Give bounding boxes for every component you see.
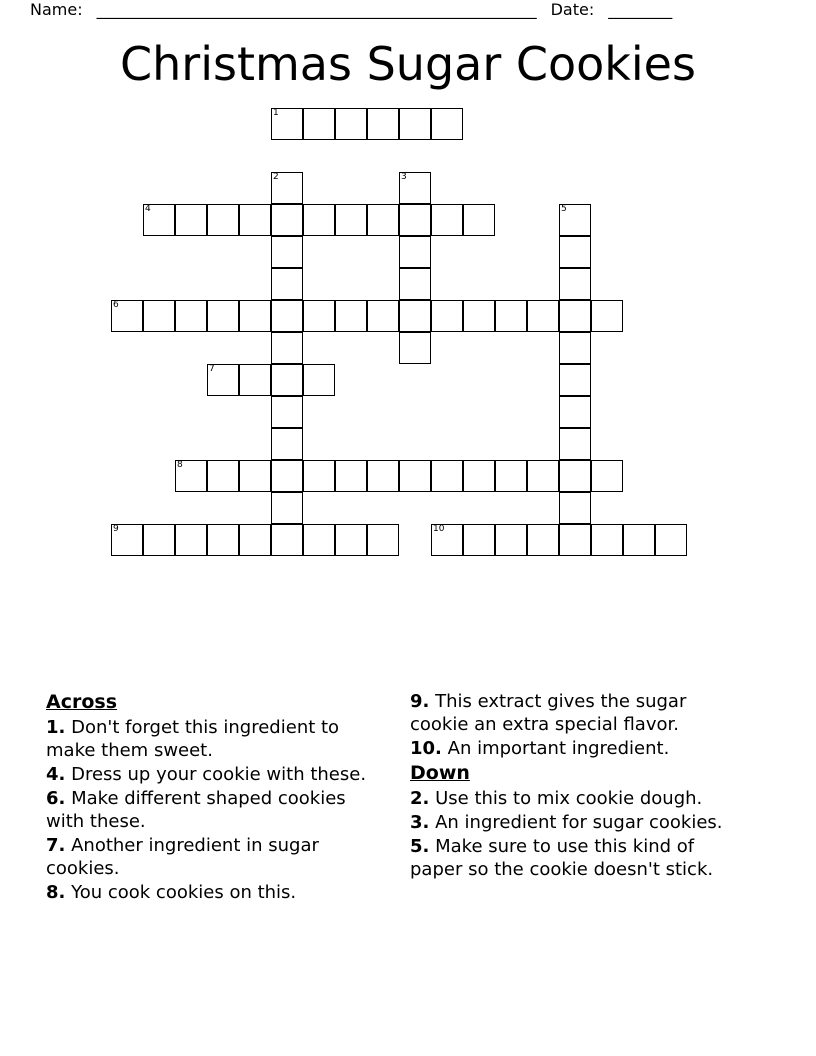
clue-number: 3. — [410, 812, 430, 833]
clue-across-8 — [46, 881, 376, 904]
grid-cell[interactable] — [175, 300, 207, 332]
clue-number: 9. — [410, 691, 430, 712]
grid-cell[interactable] — [431, 300, 463, 332]
grid-cell[interactable] — [175, 204, 207, 236]
grid-cell[interactable] — [559, 524, 591, 556]
page-title: Christmas Sugar Cookies — [120, 37, 696, 91]
crossword-grid[interactable] — [0, 108, 816, 608]
grid-cell[interactable] — [431, 460, 463, 492]
grid-cell-number: 10 — [433, 524, 445, 534]
grid-cell[interactable] — [143, 524, 175, 556]
grid-cell[interactable] — [335, 300, 367, 332]
grid-cell[interactable] — [239, 524, 271, 556]
grid-cell[interactable] — [463, 300, 495, 332]
grid-cell[interactable] — [399, 300, 431, 332]
name-date-line — [30, 0, 786, 26]
clue-across-4 — [46, 763, 376, 786]
grid-cell[interactable] — [559, 492, 591, 524]
grid-cell[interactable] — [303, 300, 335, 332]
grid-cell[interactable] — [271, 204, 303, 236]
grid-cell[interactable] — [559, 364, 591, 396]
grid-cell-number: 2 — [273, 172, 279, 182]
grid-cell[interactable] — [271, 268, 303, 300]
name-blank-rule[interactable]: _______________________________________________________ — [96, 0, 537, 19]
grid-cell[interactable] — [271, 492, 303, 524]
grid-cell[interactable] — [591, 524, 623, 556]
grid-cell[interactable] — [271, 428, 303, 460]
grid-cell[interactable] — [367, 108, 399, 140]
grid-cell[interactable] — [463, 460, 495, 492]
clue-text: An important ingredient. — [447, 738, 670, 759]
grid-cell[interactable] — [271, 108, 303, 140]
date-blank-rule[interactable]: ________ — [608, 0, 673, 19]
grid-cell[interactable] — [399, 268, 431, 300]
grid-cell[interactable] — [495, 460, 527, 492]
clue-text: You cook cookies on this. — [71, 882, 297, 903]
down-heading: Down — [410, 762, 470, 784]
grid-cell[interactable] — [335, 108, 367, 140]
grid-cell[interactable] — [591, 300, 623, 332]
clue-number: 7. — [46, 835, 66, 856]
grid-cell[interactable] — [527, 300, 559, 332]
grid-cell[interactable] — [399, 172, 431, 204]
grid-cell[interactable] — [335, 524, 367, 556]
grid-cell[interactable] — [335, 460, 367, 492]
grid-cell[interactable] — [303, 204, 335, 236]
clue-number: 5. — [410, 836, 430, 857]
grid-cell[interactable] — [559, 396, 591, 428]
grid-cell[interactable] — [271, 236, 303, 268]
grid-cell[interactable] — [271, 300, 303, 332]
clue-across-6 — [46, 787, 376, 833]
clue-text: Dress up your cookie with these. — [71, 764, 367, 785]
across-heading: Across — [46, 691, 118, 713]
grid-cell[interactable] — [559, 236, 591, 268]
grid-cell-number: 4 — [145, 204, 151, 214]
grid-cell[interactable] — [527, 524, 559, 556]
clue-number: 2. — [410, 788, 430, 809]
clue-number: 1. — [46, 717, 66, 738]
grid-cell[interactable] — [303, 364, 335, 396]
grid-cell[interactable] — [207, 524, 239, 556]
clue-down-5 — [410, 835, 740, 881]
grid-cell[interactable] — [399, 460, 431, 492]
grid-cell[interactable] — [271, 524, 303, 556]
grid-cell[interactable] — [431, 108, 463, 140]
grid-cell[interactable] — [399, 332, 431, 364]
name-label: Name: — [30, 0, 83, 19]
grid-cell[interactable] — [399, 204, 431, 236]
grid-cell[interactable] — [559, 460, 591, 492]
grid-cell-number: 1 — [273, 108, 279, 118]
grid-cell[interactable] — [367, 204, 399, 236]
date-label: Date: — [550, 0, 595, 19]
clue-text: Make sure to use this kind of paper so the cookie doesn't stick. — [410, 836, 714, 880]
grid-cell[interactable] — [495, 300, 527, 332]
grid-cell[interactable] — [239, 460, 271, 492]
clue-text: Use this to mix cookie dough. — [435, 788, 703, 809]
grid-cell[interactable] — [367, 460, 399, 492]
grid-cell[interactable] — [207, 300, 239, 332]
clues-column-right — [410, 690, 740, 882]
grid-cell[interactable] — [271, 460, 303, 492]
clue-text: An ingredient for sugar cookies. — [435, 812, 723, 833]
grid-cell[interactable] — [303, 460, 335, 492]
grid-cell[interactable] — [271, 332, 303, 364]
clue-across-9 — [410, 690, 740, 736]
grid-cell-number: 5 — [561, 204, 567, 214]
grid-cell[interactable] — [559, 268, 591, 300]
grid-cell[interactable] — [623, 524, 655, 556]
grid-cell[interactable] — [431, 204, 463, 236]
grid-cell[interactable] — [143, 204, 175, 236]
grid-cell[interactable] — [271, 396, 303, 428]
grid-cell[interactable] — [463, 524, 495, 556]
grid-cell[interactable] — [495, 524, 527, 556]
grid-cell[interactable] — [175, 524, 207, 556]
clue-across-10 — [410, 737, 740, 760]
grid-cell[interactable] — [239, 364, 271, 396]
clue-number: 4. — [46, 764, 66, 785]
grid-cell[interactable] — [559, 300, 591, 332]
grid-cell[interactable] — [303, 108, 335, 140]
grid-cell[interactable] — [207, 204, 239, 236]
grid-cell-number: 9 — [113, 524, 119, 534]
grid-cell[interactable] — [367, 524, 399, 556]
grid-cell[interactable] — [399, 108, 431, 140]
grid-cell[interactable] — [367, 300, 399, 332]
grid-cell[interactable] — [527, 460, 559, 492]
grid-cell-number: 6 — [113, 300, 119, 310]
grid-cell[interactable] — [559, 428, 591, 460]
grid-cell[interactable] — [111, 524, 143, 556]
clue-number: 6. — [46, 788, 66, 809]
clue-across-1 — [46, 716, 376, 762]
grid-cell[interactable] — [463, 204, 495, 236]
grid-cell[interactable] — [559, 204, 591, 236]
clue-number: 10. — [410, 738, 442, 759]
clue-text: Make different shaped cookies with these. — [46, 788, 346, 832]
grid-cell-number: 7 — [209, 364, 215, 374]
grid-cell[interactable] — [591, 460, 623, 492]
grid-cell[interactable] — [271, 364, 303, 396]
grid-cell[interactable] — [111, 300, 143, 332]
clue-down-2 — [410, 787, 740, 810]
grid-cell[interactable] — [399, 236, 431, 268]
clue-across-7 — [46, 834, 376, 880]
grid-cell[interactable] — [655, 524, 687, 556]
clue-text: Another ingredient in sugar cookies. — [46, 835, 319, 879]
grid-cell[interactable] — [431, 524, 463, 556]
grid-cell[interactable] — [207, 460, 239, 492]
clue-down-3 — [410, 811, 740, 834]
grid-cell[interactable] — [239, 204, 271, 236]
clue-text: This extract gives the sugar cookie an extra special flavor. — [410, 691, 687, 735]
grid-cell[interactable] — [143, 300, 175, 332]
grid-cell[interactable] — [239, 300, 271, 332]
clues-column-left — [46, 690, 376, 905]
grid-cell[interactable] — [207, 364, 239, 396]
clue-number: 8. — [46, 882, 66, 903]
grid-cell[interactable] — [335, 204, 367, 236]
grid-cell-number: 3 — [401, 172, 407, 182]
grid-cell[interactable] — [271, 172, 303, 204]
grid-cell[interactable] — [175, 460, 207, 492]
clues-section — [46, 690, 772, 990]
grid-cell-number: 8 — [177, 460, 183, 470]
grid-cell[interactable] — [303, 524, 335, 556]
grid-cell[interactable] — [559, 332, 591, 364]
clue-text: Don't forget this ingredient to make them sweet. — [46, 717, 340, 761]
